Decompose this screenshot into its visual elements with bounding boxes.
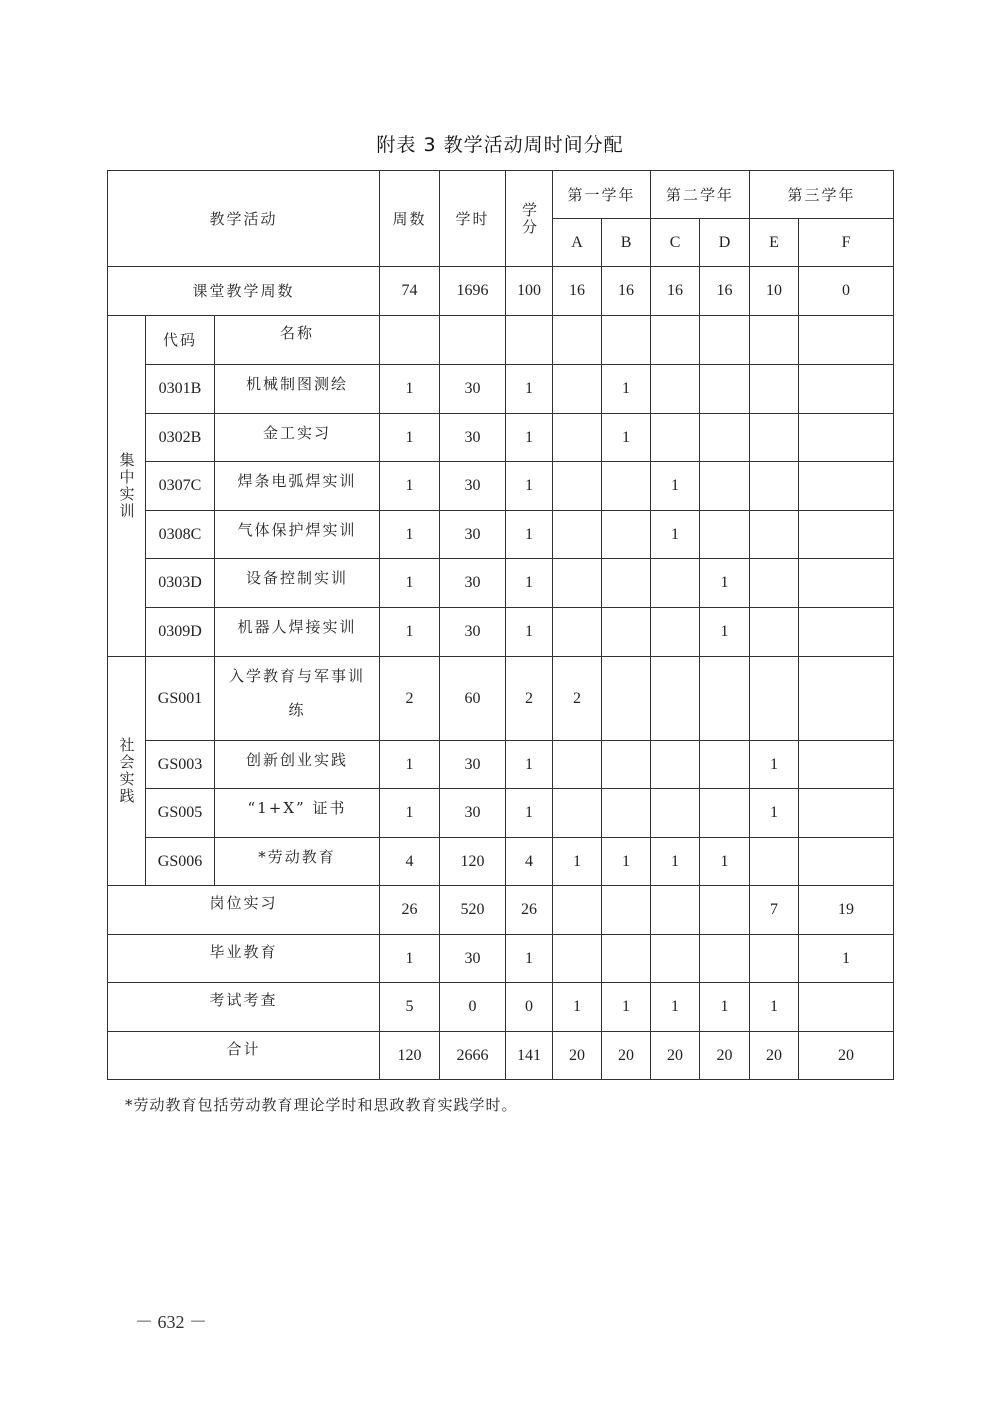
cell-term [799,559,894,608]
summary-row [108,1032,894,1080]
cell-credits: 1 [506,935,553,983]
cell-term: 20 [799,1032,894,1080]
summary-row [108,886,894,935]
table-row [108,789,894,838]
empty-cell [750,316,799,365]
cell-hours: 60 [440,657,506,741]
row-label: 考试考查 [108,983,380,1032]
group-label: 集中实训 [108,316,146,657]
footnote: *劳动教育包括劳动教育理论学时和思政教育实践学时。 [125,1096,518,1114]
cell-term: 1 [602,983,651,1032]
cell-term: 1 [700,838,750,886]
course-code: GS003 [146,741,215,789]
cell-term [750,838,799,886]
subheader-row [108,316,894,365]
course-name: 创新创业实践 [215,741,380,789]
table-row [108,462,894,511]
header-term-a: A [553,219,602,267]
cell-term [553,608,602,657]
cell-term [651,559,700,608]
empty-cell [700,316,750,365]
cell-term [700,462,750,511]
cell-weeks: 5 [380,983,440,1032]
cell-term [799,608,894,657]
cell-weeks: 1 [380,559,440,608]
cell-term: 1 [602,365,651,414]
cell-credits: 1 [506,414,553,462]
course-name: 机器人焊接实训 [215,608,380,657]
cell-hours: 520 [440,886,506,935]
empty-cell [602,316,651,365]
cell-term [700,365,750,414]
cell-credits: 0 [506,983,553,1032]
cell-term [602,559,651,608]
summary-row [108,935,894,983]
course-code: 0302B [146,414,215,462]
table-row [108,511,894,559]
cell-hours: 30 [440,559,506,608]
cell-term: 20 [651,1032,700,1080]
course-code: 0303D [146,559,215,608]
cell-weeks: 1 [380,365,440,414]
cell-hours: 2666 [440,1032,506,1080]
cell-term [750,414,799,462]
cell-term [651,935,700,983]
cell-term [750,657,799,741]
classroom-label: 课堂教学周数 [108,267,380,316]
cell-term [799,741,894,789]
classroom-row [108,267,894,316]
cell-term: 1 [553,983,602,1032]
cell-term: 0 [799,267,894,316]
course-name: “1+X” 证书 [215,789,380,838]
cell-term: 1 [553,838,602,886]
cell-term [553,511,602,559]
cell-term [700,511,750,559]
cell-term [750,462,799,511]
cell-term: 16 [700,267,750,316]
header-year1: 第一学年 [553,171,651,219]
cell-term [799,365,894,414]
cell-credits: 4 [506,838,553,886]
course-code: 0309D [146,608,215,657]
cell-term [651,414,700,462]
cell-weeks: 2 [380,657,440,741]
cell-term [750,559,799,608]
table-title: 附表 3 教学活动周时间分配 [376,134,624,156]
header-weeks: 周数 [380,171,440,267]
course-name: *劳动教育 [215,838,380,886]
cell-weeks: 1 [380,789,440,838]
cell-term: 1 [602,838,651,886]
cell-credits: 1 [506,559,553,608]
cell-term [553,789,602,838]
course-code: GS001 [146,657,215,741]
cell-term [602,657,651,741]
cell-credits: 2 [506,657,553,741]
cell-credits: 26 [506,886,553,935]
header-hours: 学时 [440,171,506,267]
row-label: 合计 [108,1032,380,1080]
cell-term [553,935,602,983]
cell-hours: 30 [440,462,506,511]
course-code: 0307C [146,462,215,511]
cell-weeks: 74 [380,267,440,316]
cell-term [799,983,894,1032]
cell-term: 16 [602,267,651,316]
cell-credits: 1 [506,511,553,559]
cell-credits: 100 [506,267,553,316]
cell-term [602,608,651,657]
cell-hours: 30 [440,414,506,462]
course-name: 焊条电弧焊实训 [215,462,380,511]
cell-term: 2 [553,657,602,741]
cell-term: 1 [700,608,750,657]
cell-credits: 1 [506,365,553,414]
cell-term [750,608,799,657]
cell-term: 1 [799,935,894,983]
cell-weeks: 1 [380,935,440,983]
cell-term: 1 [651,511,700,559]
cell-hours: 120 [440,838,506,886]
cell-term: 20 [750,1032,799,1080]
cell-hours: 30 [440,741,506,789]
cell-term [651,657,700,741]
cell-term [799,511,894,559]
table-row [108,414,894,462]
empty-cell [553,316,602,365]
cell-term [700,657,750,741]
cell-credits: 1 [506,608,553,657]
cell-term: 20 [553,1032,602,1080]
empty-cell [380,316,440,365]
cell-term [700,935,750,983]
course-code: GS005 [146,789,215,838]
cell-term: 10 [750,267,799,316]
cell-weeks: 4 [380,838,440,886]
cell-term: 1 [700,559,750,608]
empty-cell [651,316,700,365]
cell-term [602,741,651,789]
cell-term [750,365,799,414]
cell-term: 1 [750,741,799,789]
table-row [108,657,894,741]
header-term-c: C [651,219,700,267]
cell-term: 1 [651,462,700,511]
schedule-table [107,170,894,1080]
cell-term: 1 [750,983,799,1032]
cell-term [553,414,602,462]
table-row [108,559,894,608]
cell-term [651,365,700,414]
cell-term [553,886,602,935]
header-term-b: B [602,219,651,267]
cell-term [602,511,651,559]
header-term-d: D [700,219,750,267]
cell-term [700,886,750,935]
cell-term: 1 [651,983,700,1032]
empty-cell [506,316,553,365]
header-credits: 学分 [506,171,553,267]
cell-hours: 30 [440,511,506,559]
cell-term [602,789,651,838]
empty-cell [440,316,506,365]
empty-cell [799,316,894,365]
course-name: 机械制图测绘 [215,365,380,414]
cell-term [602,462,651,511]
row-label: 岗位实习 [108,886,380,935]
cell-term: 20 [700,1032,750,1080]
table-row [108,741,894,789]
cell-weeks: 1 [380,608,440,657]
cell-weeks: 120 [380,1032,440,1080]
cell-term [651,741,700,789]
cell-term: 1 [651,838,700,886]
group-label: 社会实践 [108,657,146,886]
cell-weeks: 1 [380,511,440,559]
cell-term [750,511,799,559]
course-name: 金工实习 [215,414,380,462]
header-year3: 第三学年 [750,171,894,219]
course-name: 设备控制实训 [215,559,380,608]
cell-term: 20 [602,1032,651,1080]
cell-term [700,414,750,462]
cell-term [750,935,799,983]
cell-hours: 0 [440,983,506,1032]
cell-hours: 30 [440,789,506,838]
cell-term [700,741,750,789]
cell-term [553,462,602,511]
subheader-name: 名称 [215,316,380,365]
cell-term [602,886,651,935]
table-row [108,838,894,886]
cell-term: 16 [651,267,700,316]
row-label: 毕业教育 [108,935,380,983]
cell-credits: 1 [506,462,553,511]
header-activity: 教学活动 [108,171,380,267]
cell-weeks: 1 [380,462,440,511]
cell-term [651,789,700,838]
cell-hours: 1696 [440,267,506,316]
cell-term [700,789,750,838]
cell-term [651,886,700,935]
cell-term: 7 [750,886,799,935]
cell-credits: 141 [506,1032,553,1080]
cell-weeks: 26 [380,886,440,935]
table-row [108,608,894,657]
summary-row [108,983,894,1032]
cell-term: 19 [799,886,894,935]
cell-term: 1 [700,983,750,1032]
cell-term [553,741,602,789]
cell-term [651,608,700,657]
cell-term [799,789,894,838]
cell-term: 16 [553,267,602,316]
cell-term [799,414,894,462]
course-code: GS006 [146,838,215,886]
table-row [108,365,894,414]
cell-weeks: 1 [380,741,440,789]
cell-term [799,657,894,741]
cell-hours: 30 [440,608,506,657]
header-year2: 第二学年 [651,171,750,219]
header-term-e: E [750,219,799,267]
cell-credits: 1 [506,789,553,838]
course-name: 入学教育与军事训练 [215,657,380,741]
cell-term [553,365,602,414]
course-code: 0308C [146,511,215,559]
cell-term: 1 [750,789,799,838]
course-code: 0301B [146,365,215,414]
cell-term [799,838,894,886]
cell-term [799,462,894,511]
subheader-code: 代码 [146,316,215,365]
cell-term: 1 [602,414,651,462]
cell-hours: 30 [440,935,506,983]
course-name: 气体保护焊实训 [215,511,380,559]
cell-credits: 1 [506,741,553,789]
cell-term [553,559,602,608]
cell-weeks: 1 [380,414,440,462]
cell-hours: 30 [440,365,506,414]
header-term-f: F [799,219,894,267]
header-row-1 [108,171,894,219]
cell-term [602,935,651,983]
page-number: － 632 － [135,1312,207,1332]
